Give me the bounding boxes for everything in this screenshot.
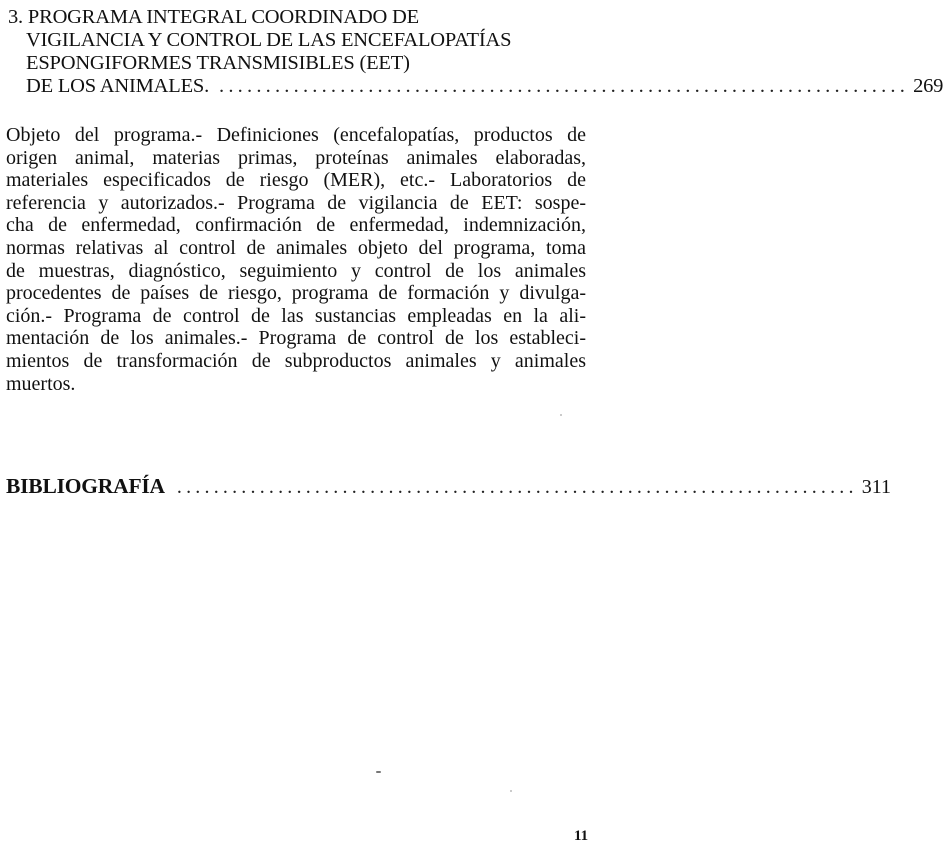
section-description: [6, 124, 586, 395]
description-line: procedentes de países de riesgo, programa de formación y divulga-: [6, 282, 586, 305]
description-line: ción.- Programa de control de las sustancias empleadas en la ali-: [6, 304, 586, 327]
scan-speck: [376, 771, 381, 773]
section-toc-row: [8, 75, 943, 98]
dot-leader: ..........................................................................: [176, 476, 858, 498]
bibliography-toc-row: [6, 474, 891, 499]
description-line: Objeto del programa.- Definiciones (encefalopatías, productos de: [6, 124, 586, 146]
description-line: muertos.: [6, 372, 76, 395]
description-line: normas relativas al control de animales objeto del programa, toma: [6, 236, 586, 259]
description-line: referencia y autorizados.- Programa de vigilancia de EET: sospe-: [6, 191, 586, 214]
section-title-line-1: 3. PROGRAMA INTEGRAL COORDINADO DE: [8, 6, 419, 28]
bibliography-page-number: 311: [861, 476, 891, 498]
section-title-line-2: VIGILANCIA Y CONTROL DE LAS ENCEFALOPATÍAS: [26, 29, 512, 51]
section-title-line-4: DE LOS ANIMALES.: [26, 75, 210, 97]
section-heading: [8, 6, 943, 98]
description-line: de muestras, diagnóstico, seguimiento y control de los animales: [6, 259, 586, 282]
scan-speck: [510, 790, 512, 792]
section-page-number: 269: [913, 75, 943, 97]
description-line: mientos de transformación de subproductos animales y animales: [6, 349, 586, 372]
description-line: materiales especificados de riesgo (MER), etc.- Laboratorios de: [6, 169, 586, 192]
description-line: origen animal, materias primas, proteínas animales elaboradas,: [6, 146, 586, 169]
description-line: mentación de los animales.- Programa de control de los estableci-: [6, 327, 586, 350]
bibliography-title: BIBLIOGRAFÍA: [6, 474, 165, 498]
dot-leader: ..........................................................................: [219, 75, 910, 97]
section-title-line-3: ESPONGIFORMES TRANSMISIBLES (EET): [26, 52, 410, 74]
page-folio: 11: [574, 828, 589, 844]
scan-speck: [560, 414, 562, 416]
description-line: cha de enfermedad, confirmación de enfermedad, indemnización,: [6, 214, 586, 237]
